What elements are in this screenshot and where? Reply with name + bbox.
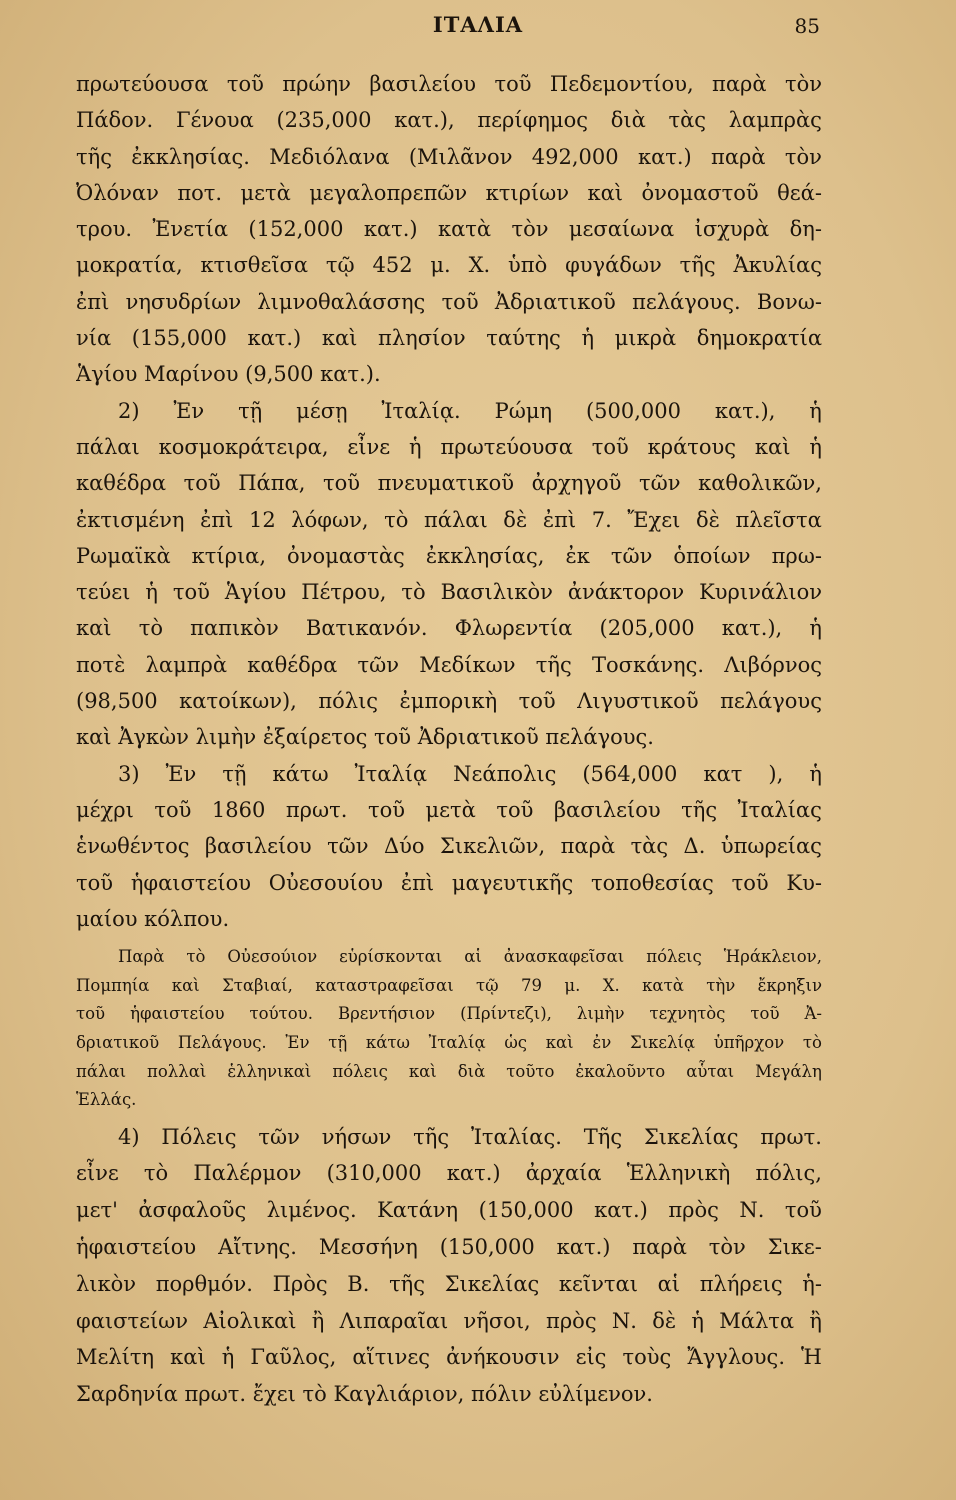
text-line: πάλαι πολλαὶ ἑλληνικαὶ πόλεις καὶ διὰ τοῦτο ἐκαλοῦντο αὗται Μεγάλη [76,1061,822,1081]
text-line: νία (155,000 κατ.) καὶ πλησίον ταύτης ἡ μικρὰ δημοκρατία [76,326,822,351]
page-header [0,12,956,46]
text-line: λικὸν πορθμόν. Πρὸς Β. τῆς Σικελίας κεῖνται αἱ πλήρεις ἡ- [76,1271,822,1296]
text-line: δριατικοῦ Πελάγους. Ἐν τῇ κάτω Ἰταλίᾳ ὡς καὶ ἐν Σικελίᾳ ὑπῆρχον τὸ [76,1032,822,1052]
text-line: Ἑλλάς. [76,1090,137,1110]
text-line: Ὀλόναν ποτ. μετὰ μεγαλοπρεπῶν κτιρίων καὶ ὀνομαστοῦ θεά- [76,180,822,205]
text-line: πρωτεύουσα τοῦ πρώην βασιλείου τοῦ Πεδεμοντίου, παρὰ τὸν [76,72,822,96]
text-line: τρου. Ἐνετία (152,000 κατ.) κατὰ τὸν μεσαίωνα ἰσχυρὰ δη- [76,217,822,242]
text-line: Πομπηία καὶ Σταβιαί, καταστραφεῖσαι τῷ 79 μ. Χ. κατὰ τὴν ἔκρηξιν [76,975,822,995]
text-line: 4) Πόλεις τῶν νήσων τῆς Ἰταλίας. Τῆς Σικελίας πρωτ. [118,1124,822,1149]
text-line: ἐπὶ νησυδρίων λιμνοθαλάσσης τοῦ Ἀδριατικοῦ πελάγους. Βονω- [76,289,822,314]
page-number: 85 [794,14,820,38]
running-title: ΙΤΑΛΙΑ [432,12,524,37]
text-line: Παρὰ τὸ Οὐεσούιον εὑρίσκονται αἱ ἀνασκαφεῖσαι πόλεις Ἡράκλειον, [118,947,822,967]
text-line: τεύει ἡ τοῦ Ἁγίου Πέτρου, τὸ Βασιλικὸν ἀνάκτορον Κυρινάλιον [76,580,822,605]
islands-paragraph [76,1119,822,1413]
text-line: μαίου κόλπου. [76,906,230,931]
text-line: καὶ Ἀγκὼν λιμὴν ἐξαίρετος τοῦ Ἀδριατικοῦ πελάγους. [76,725,654,750]
text-line: (98,500 κατοίκων), πόλις ἐμπορικὴ τοῦ Λιγυστικοῦ πελάγους [76,689,822,714]
text-line: Ἁγίου Μαρίνου (9,500 κατ.). [76,362,381,387]
text-line: καθέδρα τοῦ Πάπα, τοῦ πνευματικοῦ ἀρχηγοῦ τῶν καθολικῶν, [76,471,822,496]
text-line: φαιστείων Αἰολικαὶ ἢ Λιπαραῖαι νῆσοι, πρὸς Ν. δὲ ἡ Μάλτα ἢ [76,1308,822,1333]
text-line: τοῦ ἡφαιστείου τούτου. Βρεντήσιον (Πρίντεζι), λιμὴν τεχνητὸς τοῦ Ἀ- [76,1004,822,1024]
text-line: Μελίτη καὶ ἡ Γαῦλος, αἵτινες ἀνήκουσιν εἰς τοὺς Ἄγγλους. Ἡ [76,1345,822,1370]
text-line: Πάδον. Γένουα (235,000 κατ.), περίφημος διὰ τὰς λαμπρὰς [76,108,822,133]
text-line: μοκρατία, κτισθεῖσα τῷ 452 μ. Χ. ὑπὸ φυγάδων τῆς Ἀκυλίας [76,253,822,278]
text-line: 2) Ἐν τῇ μέσῃ Ἰταλίᾳ. Ρώμη (500,000 κατ.), ἡ [118,398,822,423]
text-line: ποτὲ λαμπρὰ καθέδρα τῶν Μεδίκων τῆς Τοσκάνης. Λιβόρνος [76,652,822,677]
text-line: πάλαι κοσμοκράτειρα, εἶνε ἡ πρωτεύουσα τοῦ κράτους καὶ ἡ [76,434,822,459]
body-text [76,66,822,1413]
text-line: Σαρδηνία πρωτ. ἔχει τὸ Καγλιάριον, πόλιν εὐλίμενον. [76,1382,653,1407]
main-paragraphs [76,66,822,937]
text-line: τῆς ἐκκλησίας. Μεδιόλανα (Μιλᾶνον 492,000 κατ.) παρὰ τὸν [76,144,822,169]
text-line: 3) Ἐν τῇ κάτω Ἰταλίᾳ Νεάπολις (564,000 κατ ), ἡ [118,761,822,786]
text-line: τοῦ ἡφαιστείου Οὐεσουίου ἐπὶ μαγευτικῆς τοποθεσίας τοῦ Κυ- [76,870,822,895]
text-line: ἐκτισμένη ἐπὶ 12 λόφων, τὸ πάλαι δὲ ἐπὶ 7. Ἔχει δὲ πλεῖστα [76,507,822,532]
text-line: μετ' ἀσφαλοῦς λιμένος. Κατάνη (150,000 κατ.) πρὸς Ν. τοῦ [76,1198,822,1223]
text-line: μέχρι τοῦ 1860 πρωτ. τοῦ μετὰ τοῦ βασιλείου τῆς Ἰταλίας [76,797,822,822]
text-line: εἶνε τὸ Παλέρμον (310,000 κατ.) ἀρχαία Ἑλληνικὴ πόλις, [76,1161,822,1186]
text-line: καὶ τὸ παπικὸν Βατικανόν. Φλωρεντία (205,000 κατ.), ἡ [76,616,822,641]
text-line: ἑνωθέντος βασιλείου τῶν Δύο Σικελιῶν, παρὰ τὰς Δ. ὑπωρείας [76,834,822,859]
small-print-note [76,943,822,1115]
text-line: Ρωμαϊκὰ κτίρια, ὀνομαστὰς ἐκκλησίας, ἐκ τῶν ὁποίων πρω- [76,543,822,568]
text-line: ἡφαιστείου Αἴτνης. Μεσσήνη (150,000 κατ.) παρὰ τὸν Σικε- [76,1235,822,1260]
